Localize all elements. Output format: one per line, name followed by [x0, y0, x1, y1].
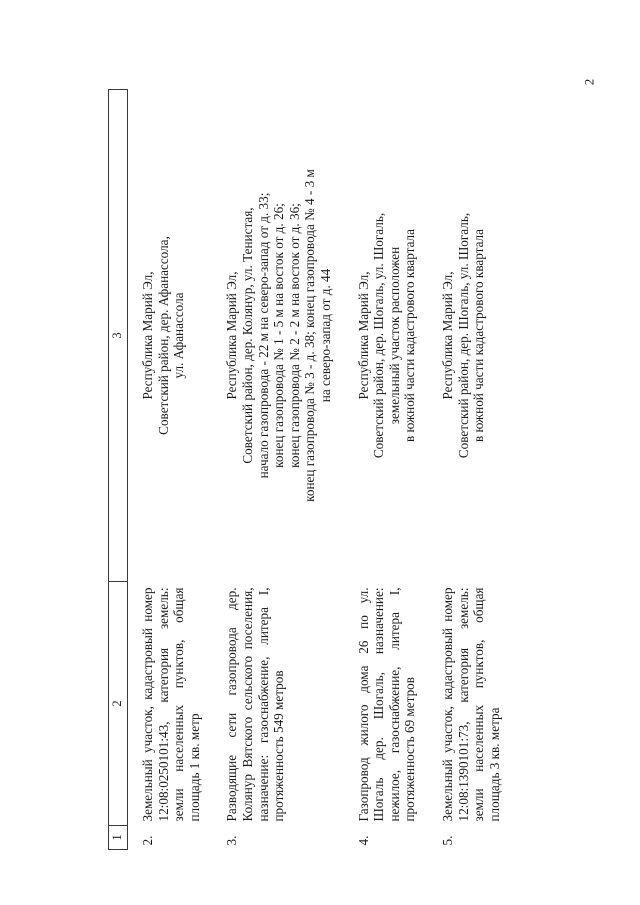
column-header-1: 1 [109, 826, 128, 850]
property-table-grid [108, 89, 502, 850]
object-cell [140, 582, 202, 850]
item-number: 5. [439, 835, 455, 846]
address-line: начало газопровода - 22 м на северо-запад от д. 33; [255, 192, 271, 479]
address-line: Республика Марий Эл, [439, 271, 455, 400]
address-line: Советский район, дер. Шогаль, ул. Шогаль, [455, 212, 471, 459]
page-number: 2 [581, 78, 597, 86]
address-cell [356, 90, 418, 582]
property-table [108, 90, 502, 850]
address-line: Советский район, дер. Афанассола, [155, 236, 171, 435]
address-cell [224, 90, 333, 582]
object-description: Земельный участок, кадастровый номер 12:08:1390101:73, категория земель: земли населенных пунктов, общая площадь 3 кв. метра [439, 587, 502, 822]
column-header-3: 3 [109, 90, 128, 582]
address-line: Советский район, дер. Шогаль, ул. Шогаль, [371, 212, 387, 459]
address-line: Республика Марий Эл, [355, 271, 371, 400]
table-row [224, 90, 333, 850]
address-line: конец газопровода № 1 - 5 м на восток от д. 26; [271, 203, 287, 468]
object-description: Разводящие сети газопровода дер. Колянур Вятского сельского поселения, назначение: газоснабжение, литера I, протяженность 549 метров [224, 587, 287, 822]
object-cell [356, 582, 418, 850]
table-header-row [109, 90, 128, 850]
address-line: в южной части кадастрового квартала [402, 229, 418, 442]
address-line: Республика Марий Эл, [224, 271, 240, 400]
item-number: 3. [224, 835, 240, 846]
item-number: 2. [140, 835, 155, 846]
table-row [140, 90, 202, 850]
address-cell [140, 90, 202, 582]
column-header-2: 2 [109, 582, 128, 826]
object-cell [440, 582, 502, 850]
address-line: земельный участок расположен [386, 246, 402, 425]
address-line: Республика Марий Эл, [140, 271, 155, 400]
object-cell [224, 582, 333, 850]
address-line: Советский район, дер. Колянур, ул. Тенистая, [239, 207, 255, 464]
object-description: Газопровод жилого дома 26 по ул. Шогаль дер. Шогаль, назначение: нежилое, газоснабжение, литера I, протяженность 69 метров [355, 587, 418, 822]
address-line: конец газопровода № 2 - 2 м на восток от д. 36; [286, 203, 302, 468]
address-cell [440, 90, 502, 582]
table-row [440, 90, 502, 850]
address-line: на северо-запад от д. 44 [317, 268, 333, 403]
table-row [356, 90, 418, 850]
address-line: конец газопровода № 3 - д. 38; конец газопровода № 4 - 3 м [302, 169, 318, 502]
item-number: 4. [355, 835, 371, 846]
object-description: Земельный участок, кадастровый номер 12:08:0250101:43, категория земель: земли населенных пунктов, общая площадь 1 кв. метр [140, 587, 202, 822]
address-line: в южной части кадастрового квартала [471, 229, 487, 442]
address-line: ул. Афанассола [171, 292, 187, 379]
